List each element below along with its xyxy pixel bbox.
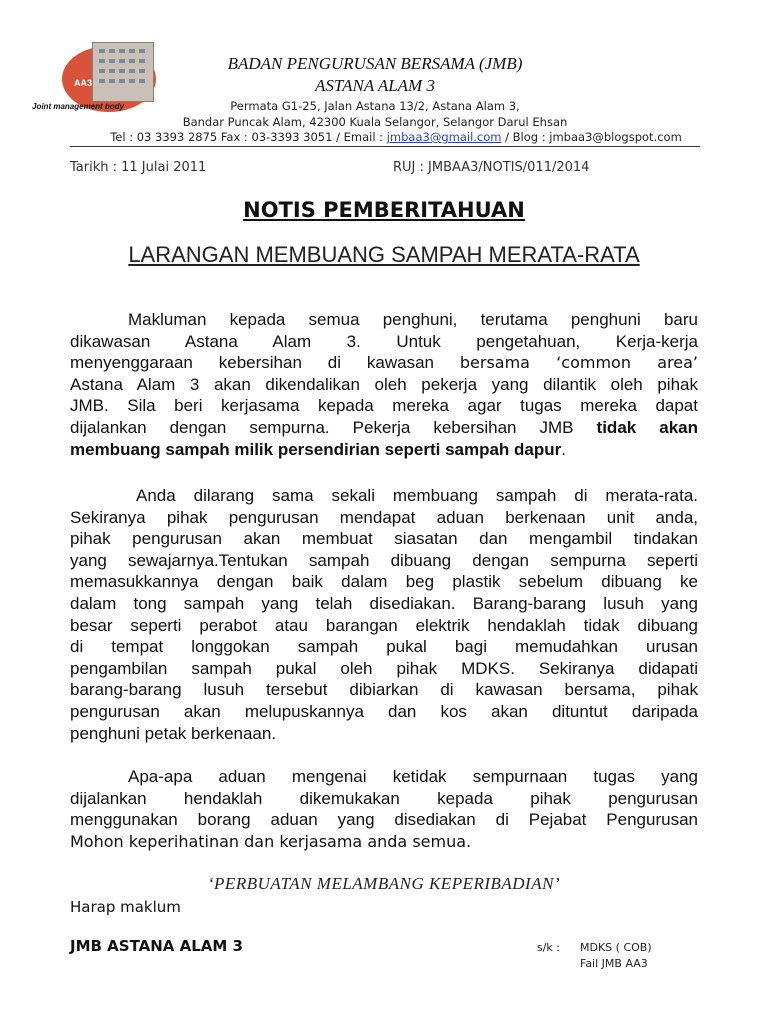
p1-line: Astana Alam 3 akan dikendalikan oleh pekerja yang dilantik oleh pihak: [70, 374, 698, 394]
cc-label: s/k :: [537, 941, 561, 954]
logo-caption: Joint management body: [32, 102, 125, 111]
cc-recipient-1: MDKS ( COB): [580, 941, 652, 954]
paragraph-1: [70, 309, 698, 460]
address-line-1: Permata G1-25, Jalan Astana 13/2, Astana Alam 3,: [230, 99, 520, 113]
p1-bold-text: tidak akan: [596, 417, 698, 437]
org-name: BADAN PENGURUSAN BERSAMA (JMB): [227, 54, 523, 73]
p2-line: pengambilan sampah pukal oleh pihak MDKS. Sekiranya didapati: [70, 658, 698, 678]
p3-line: Apa-apa aduan mengenai ketidak sempurnaan tugas yang: [128, 767, 698, 786]
paragraph-3: [70, 766, 698, 852]
p2-line: pihak pengurusan akan membuat siasatan dan mengambil tindakan: [70, 529, 698, 549]
p1-line: dikawasan Astana Alam 3. Untuk pengetahuan, Kerja-kerja: [70, 331, 698, 351]
closing-text: Harap maklum: [70, 898, 181, 916]
address-line-2: Bandar Puncak Alam, 42300 Kuala Selangor, Selangor Darul Ehsan: [182, 115, 568, 129]
p1-text-bersama: bersama: [459, 353, 530, 373]
cc-recipient-2: Fail JMB AA3: [580, 957, 648, 970]
logo-text: AA3: [74, 78, 93, 88]
notice-reference: RUJ : JMBAA3/NOTIS/011/2014: [393, 160, 590, 175]
p2-line: penghuni petak berkenaan.: [70, 723, 277, 743]
paragraph-2: [70, 485, 698, 744]
p3-line: menggunakan borang aduan yang disediakan di Pejabat Pengurusan: [70, 810, 698, 830]
motto: ‘PERBUATAN MELAMBANG KEPERIBADIAN’: [207, 874, 561, 893]
signature-org: JMB ASTANA ALAM 3: [70, 937, 243, 955]
p3-line: Mohon keperihatinan dan kerjasama anda semua.: [70, 831, 472, 851]
p1-line: Makluman kepada semua penghuni, terutama penghuni baru: [128, 310, 698, 329]
p2-line: Anda dilarang sama sekali membuang sampah di merata-rata.: [136, 486, 698, 505]
p1-line: [70, 439, 698, 461]
email-link[interactable]: jmbaa3@gmail.com: [386, 130, 502, 144]
jmb-logo: [32, 42, 158, 118]
notice-title: NOTIS PEMBERITAHUAN: [243, 198, 525, 222]
contact-suffix: / Blog : jmbaa3@blogspot.com: [501, 130, 682, 144]
p2-line: yang sewajarnya.Tentukan sampah dibuang dengan sempurna seperti: [70, 550, 698, 570]
p2-line: besar seperti perabot atau barangan elektrik hendaklah tidak dibuang: [70, 615, 698, 635]
contact-line: [86, 130, 706, 144]
notice-date: Tarikh : 11 Julai 2011: [70, 160, 207, 175]
p1-line: [70, 417, 698, 439]
p1-text: dijalankan dengan sempurna. Pekerja kebersihan JMB: [70, 417, 597, 437]
p2-line: pengurusan akan melupuskannya dan kos akan dituntut daripada: [70, 701, 698, 721]
logo-building-image: [92, 42, 154, 102]
p1-line: [70, 352, 698, 374]
p3-line: dijalankan hendaklah dikemukakan kepada pihak pengurusan: [70, 788, 698, 808]
p2-line: di tempat longgokan sampah pukal bagi memudahkan urusan: [70, 637, 698, 657]
p1-text: menyenggaraan kebersihan di kawasan: [70, 353, 460, 373]
p1-bold-text: membuang sampah milik persendirian seperti sampah dapur: [70, 439, 562, 459]
contact-prefix: Tel : 03 3393 2875 Fax : 03-3393 3051 / Email :: [110, 130, 387, 144]
notice-subtitle: LARANGAN MEMBUANG SAMPAH MERATA-RATA: [128, 242, 640, 267]
p2-line: Sekiranya pihak pengurusan mendapat aduan berkenaan unit anda,: [70, 507, 698, 527]
p2-line: memasukkannya dengan baik dalam beg plastik sebelum dibuang ke: [70, 572, 698, 592]
p2-line: dalam tong sampah yang telah disediakan. Barang-barang lusuh yang: [70, 593, 698, 613]
org-subname: ASTANA ALAM 3: [315, 76, 435, 95]
p1-text-common-area: [460, 353, 698, 372]
p1-text: .: [561, 439, 566, 459]
p1-text-quote: ‘common area’: [529, 353, 698, 373]
p1-line: JMB. Sila beri kerjasama kepada mereka agar tugas mereka dapat: [70, 396, 698, 416]
p2-line: barang-barang lusuh tersebut dibiarkan di kawasan bersama, pihak: [70, 680, 698, 700]
header-divider: [70, 146, 700, 147]
